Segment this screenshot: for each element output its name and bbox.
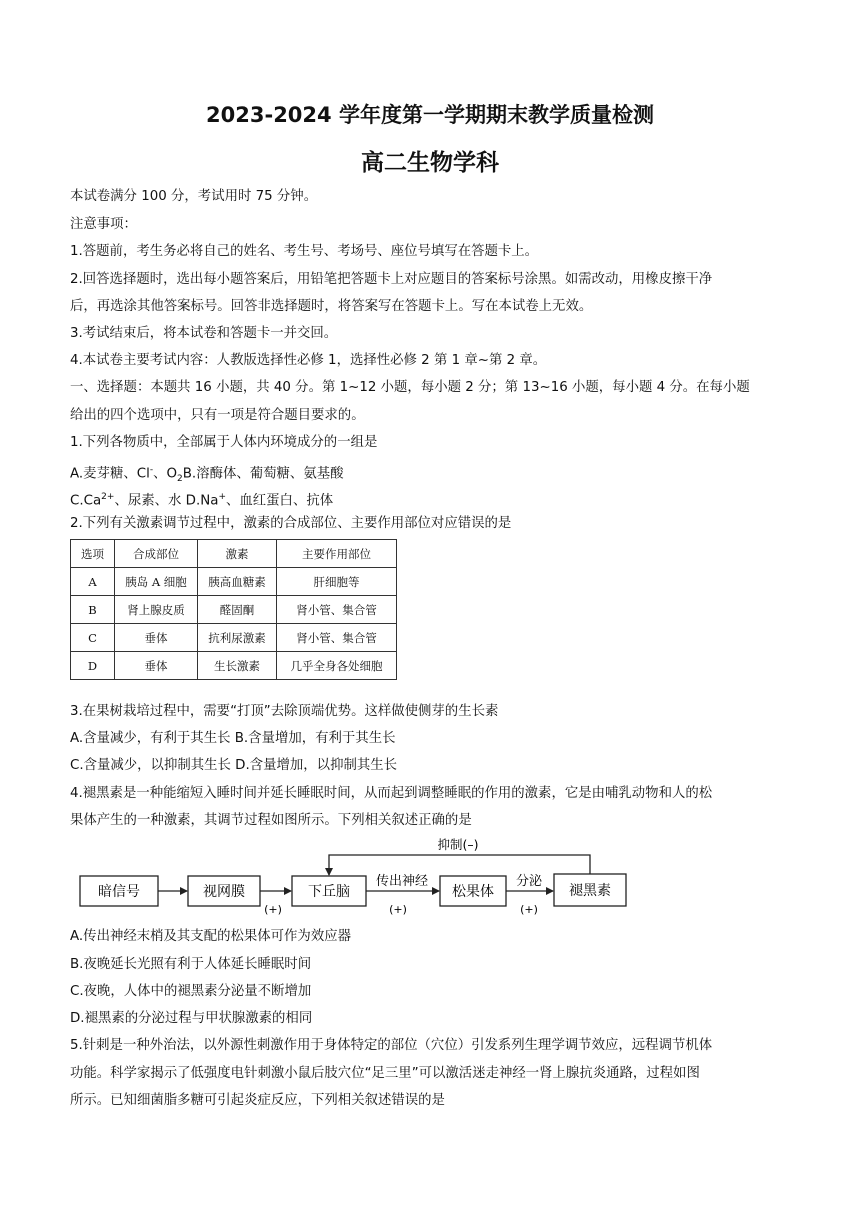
q4-stem-line-1: 4.褪黑素是一种能缩短入睡时间并延长睡眠时间，从而起到调整睡眠的作用的激素，它是由哺乳动物和人的松 (70, 786, 713, 801)
table-cell: 肾上腺皮质 (115, 596, 198, 624)
table-cell: 生长激素 (198, 652, 277, 680)
table-cell: 胰高血糖素 (198, 568, 277, 596)
note-2-line-2: 后，再选涂其他答案标号。回答非选择题时，将答案写在答题卡上。写在本试卷上无效。 (70, 299, 593, 314)
node-melatonin-label: 褪黑素 (569, 883, 611, 899)
label-efferent-nerve: 传出神经 (375, 874, 429, 889)
label-plus-2: (+) (389, 903, 407, 916)
arrow-feedback-inhibition (329, 855, 590, 875)
q2-stem: 2.下列有关激素调节过程中，激素的合成部位、主要作用部位对应错误的是 (70, 516, 512, 531)
table-cell: 肾小管、集合管 (277, 596, 397, 624)
q1-options-ab: A.麦芽糖、Cl-、$O_2B$.溶酶体、葡萄糖、氨基酸 (70, 465, 344, 485)
note-1: 1.答题前，考生务必将自己的姓名、考生号、考场号、座位号填写在答题卡上。 (70, 244, 539, 259)
table-row (71, 568, 397, 596)
table-cell: 肾小管、集合管 (277, 624, 397, 652)
table-cell: 抗利尿激素 (198, 624, 277, 652)
score-time-text: 本试卷满分 100 分，考试用时 75 分钟。 (70, 189, 318, 204)
table-header-cell: 合成部位 (115, 540, 198, 568)
table-cell: 几乎全身各处细胞 (277, 652, 397, 680)
q1-options-cd: $C.Ca^{2+}$、尿素、水 D.Na+、血红蛋白、抗体 (70, 492, 334, 509)
table-cell: D (71, 652, 115, 680)
q3-stem: 3.在果树栽培过程中，需要“打顶”去除顶端优势。这样做使侧芽的生长素 (70, 704, 499, 719)
section-1-line-1: 一、选择题：本题共 16 小题，共 40 分。第 1~12 小题，每小题 2 分；第 13~16 小题，每小题 4 分。在每小题 (70, 380, 750, 395)
q4-stem-line-2: 果体产生的一种激素，其调节过程如图所示。下列相关叙述正确的是 (70, 813, 472, 828)
label-plus-1: (+) (264, 903, 282, 916)
q5-stem-line-3: 所示。已知细菌脂多糖可引起炎症反应，下列相关叙述错误的是 (70, 1093, 445, 1108)
table-header-cell: 激素 (198, 540, 277, 568)
q5-stem-line-1: 5.针刺是一种外治法，以外源性刺激作用于身体特定的部位（穴位）引发系列生理学调节效应，远程调节机体 (70, 1038, 713, 1053)
label-secrete: 分泌 (515, 874, 543, 889)
melatonin-regulation-diagram (70, 834, 660, 918)
node-dark-signal-label: 暗信号 (98, 884, 140, 900)
q1-stem: 1.下列各物质中，全部属于人体内环境成分的一组是 (70, 435, 378, 450)
table-cell: 肝细胞等 (277, 568, 397, 596)
table-row (71, 596, 397, 624)
table-header-cell: 选项 (71, 540, 115, 568)
table-cell: A (71, 568, 115, 596)
hormone-table (70, 539, 397, 680)
notes-title: 注意事项： (70, 217, 137, 232)
table-cell: C (71, 624, 115, 652)
note-4: 4.本试卷主要考试内容：人教版选择性必修 1，选择性必修 2 第 1 章~第 2 章。 (70, 353, 547, 368)
table-cell: 胰岛 A 细胞 (115, 568, 198, 596)
table-header-cell: 主要作用部位 (277, 540, 397, 568)
table-cell: B (71, 596, 115, 624)
q4-option-c: C.夜晚，人体中的褪黑素分泌量不断增加 (70, 984, 312, 999)
note-3: 3.考试结束后，将本试卷和答题卡一并交回。 (70, 326, 338, 341)
table-cell: 垂体 (115, 652, 198, 680)
label-inhibition: 抑制(–) (437, 837, 479, 852)
node-pineal-body-label: 松果体 (452, 884, 494, 900)
table-row (71, 652, 397, 680)
table-header-row (71, 540, 397, 568)
section-1-line-2: 给出的四个选项中，只有一项是符合题目要求的。 (70, 408, 365, 423)
q4-option-a: A.传出神经末梢及其支配的松果体可作为效应器 (70, 929, 351, 944)
q4-option-d: D.褪黑素的分泌过程与甲状腺激素的相同 (70, 1011, 313, 1026)
exam-subject: 高二生物学科 (361, 150, 499, 176)
node-retina-label: 视网膜 (203, 884, 245, 900)
q3-options-cd: C.含量减少，以抑制其生长 D.含量增加，以抑制其生长 (70, 758, 398, 773)
node-hypothalamus-label: 下丘脑 (308, 884, 350, 900)
q4-option-b: B.夜晚延长光照有利于人体延长睡眠时间 (70, 957, 312, 972)
q3-options-ab: A.含量减少，有利于其生长 B.含量增加，有利于其生长 (70, 731, 396, 746)
exam-title: 2023-2024 学年度第一学期期末教学质量检测 (206, 103, 654, 127)
q5-stem-line-2: 功能。科学家揭示了低强度电针刺激小鼠后肢穴位“足三里”可以激活迷走神经一肾上腺抗炎通路，过程如图 (70, 1066, 700, 1081)
table-cell: 垂体 (115, 624, 198, 652)
label-plus-3: (+) (520, 903, 538, 916)
table-cell: 醛固酮 (198, 596, 277, 624)
table-row (71, 624, 397, 652)
note-2-line-1: 2.回答选择题时，选出每小题答案后，用铅笔把答题卡上对应题目的答案标号涂黑。如需改动，用橡皮擦干净 (70, 272, 713, 287)
